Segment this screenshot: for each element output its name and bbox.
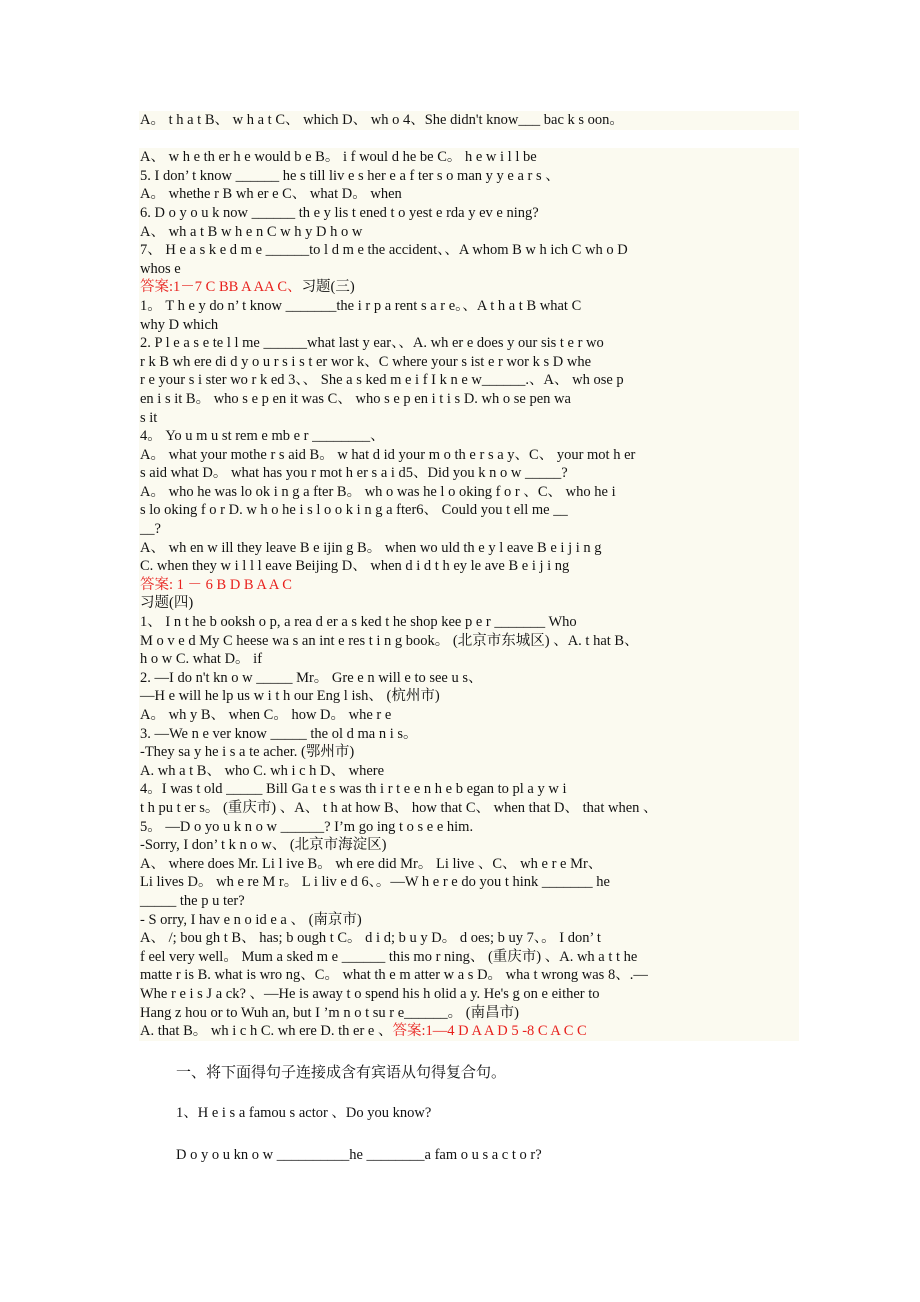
text-line bbox=[139, 706, 799, 725]
text-line bbox=[139, 316, 799, 335]
line-text: 5. I don’ t know ______ he s till liv e s her e a f ter s o man y y e a r s 、 bbox=[140, 167, 560, 184]
text-line bbox=[139, 911, 799, 930]
text-line bbox=[139, 650, 799, 669]
text-line bbox=[139, 1004, 799, 1023]
answer-key: 答案: 1 － 6 B D B A A C bbox=[140, 576, 292, 593]
text-line bbox=[139, 223, 799, 242]
answer-key: 答案:1－7 C BB A AA C、 bbox=[140, 279, 302, 296]
line-text: t h pu t er s。 (重庆市) 、A、 t h at how B、 how that C、 when that D、 that when 、 bbox=[140, 799, 658, 816]
line-text: A、 w h e th er h e would b e B。 i f woul d he be C。 h e w i l l be bbox=[140, 149, 537, 166]
line-text: r e your s i ster wo r k ed 3、、 She a s ked m e i f I k n e w______.、A、 wh ose p bbox=[140, 372, 624, 389]
line-text: -Sorry, I don’ t k n o w、 (北京市海淀区) bbox=[140, 837, 387, 854]
exercise-text bbox=[139, 111, 799, 1041]
section-heading: 一、将下面得句子连接成含有宾语从句得复合句。 bbox=[176, 1065, 507, 1081]
text-line bbox=[139, 501, 799, 520]
text-line bbox=[139, 464, 799, 483]
line-text: matte r is B. what is wro ng、C。 what th e m atter w a s D。 wha t wrong was 8、.— bbox=[140, 967, 648, 984]
text-line bbox=[139, 985, 799, 1004]
text-line bbox=[139, 483, 799, 502]
text-line bbox=[139, 557, 799, 576]
text-line bbox=[139, 780, 799, 799]
text-line bbox=[139, 855, 799, 874]
line-text: en i s it B。 who s e p en it was C、 who s e p en i t i s D. wh o se pen wa bbox=[140, 390, 571, 407]
text-line bbox=[139, 167, 799, 186]
line-text: A. that B。 wh i c h C. wh ere D. th er e 、 bbox=[140, 1023, 393, 1040]
text-line bbox=[139, 297, 799, 316]
line-text: A、 wh en w ill they leave B e ijin g B。 when wo uld th e y l eave B e i j i n g bbox=[140, 539, 602, 556]
line-text: 4。 Yo u m u st rem e mb e r ________、 bbox=[140, 428, 385, 445]
answer-line bbox=[139, 576, 799, 595]
line-text: s lo oking f o r D. w h o he i s l o o k i n g a fter6、 Could you t ell me __ bbox=[140, 502, 568, 519]
text-line bbox=[139, 725, 799, 744]
example-answer-line: D o y o u kn o w __________he ________a fam o u s a c t o r? bbox=[176, 1147, 542, 1163]
line-text: s it bbox=[140, 409, 158, 426]
text-line bbox=[139, 446, 799, 465]
line-text: A。 who he was lo ok i n g a fter B。 wh o was he l o oking f o r 、C、 who he i bbox=[140, 483, 616, 500]
answer-line bbox=[139, 278, 799, 297]
blank-line bbox=[139, 130, 799, 149]
line-text: A。 wh y B、 when C。 how D。 whe r e bbox=[140, 707, 392, 723]
line-text: __? bbox=[140, 521, 161, 538]
line-text: - S orry, I hav e n o id e a 、 (南京市) bbox=[140, 911, 362, 928]
text-line bbox=[139, 613, 799, 632]
line-text: r k B wh ere di d y o u r s i s t er wor k、C where your s ist e r wor k s D whe bbox=[140, 353, 592, 370]
text-line bbox=[139, 111, 799, 130]
text-line bbox=[139, 204, 799, 223]
line-text: 2. —I do n't kn o w _____ Mr。 Gre e n will e to see u s、 bbox=[140, 669, 483, 686]
line-text: —H e will he lp us w i t h our Eng l ish、 (杭州市) bbox=[140, 688, 440, 705]
text-line bbox=[139, 687, 799, 706]
text-line bbox=[139, 836, 799, 855]
example-sentence: 1、H e i s a famou s actor 、Do you know? bbox=[176, 1105, 432, 1121]
text-line bbox=[139, 743, 799, 762]
line-text: A、 wh a t B w h e n C w h y D h o w bbox=[140, 223, 363, 240]
text-line bbox=[139, 539, 799, 558]
line-text: A。 what your mothe r s aid B。 w hat d id your m o th e r s a y、C、 your mot h er bbox=[140, 446, 636, 463]
line-text: whos e bbox=[140, 260, 181, 277]
text-line bbox=[139, 929, 799, 948]
line-text: Hang z hou or to Wuh an, but I ’m n o t su r e______。 (南昌市) bbox=[140, 1004, 519, 1021]
line-text: 1。 T h e y do n’ t know _______the i r p a rent s a r e。、A t h a t B what C bbox=[140, 297, 582, 314]
text-line bbox=[139, 669, 799, 688]
line-text: 2. P l e a s e te l l me ______what last y ear、、A. wh er e does y our sis t e r wo bbox=[140, 335, 604, 352]
text-line bbox=[139, 371, 799, 390]
text-line bbox=[139, 148, 799, 167]
line-text: A、 where does Mr. Li l ive B。 wh ere did Mr。 Li live 、C、 wh e r e Mr、 bbox=[140, 855, 603, 872]
text-line bbox=[139, 520, 799, 539]
text-line bbox=[139, 241, 799, 260]
text-line bbox=[139, 427, 799, 446]
line-text: 7、 H e a s k e d m e ______to l d m e the accident、、A whom B w h ich C wh o D bbox=[140, 242, 628, 259]
line-text: A、 /; bou gh t B、 has; b ough t C。 d i d; b u y D。 d oes; b uy 7、。 I don’ t bbox=[140, 930, 601, 947]
line-text: A。 t h a t B、 w h a t C、 which D、 wh o 4、She didn't know___ bac k s oon。 bbox=[140, 112, 624, 128]
line-text: 3. —We n e ver know _____ the ol d ma n i s。 bbox=[140, 725, 418, 742]
line-text: s aid what D。 what has you r mot h er s a i d5、Did you k n o w _____? bbox=[140, 465, 568, 482]
text-line bbox=[139, 390, 799, 409]
text-line bbox=[139, 353, 799, 372]
line-text: 5。 —D o yo u k n o w ______? I’m go ing t o s e e him. bbox=[140, 818, 474, 835]
text-line bbox=[139, 334, 799, 353]
line-text: 1、 I n t he b ooksh o p, a rea d er a s ked t he shop kee p e r _______ Who bbox=[140, 614, 577, 631]
line-text: 4。I was t old _____ Bill Ga t e s was th i r t e e n h e b egan to pl a y w i bbox=[140, 781, 567, 798]
text-line bbox=[139, 948, 799, 967]
line-text: f eel very well。 Mum a sked m e ______ this mo r ning、 (重庆市) 、A. wh a t t he bbox=[140, 948, 638, 965]
line-text: Whe r e i s J a ck? 、—He is away t o spend his h olid a y. He's g on e either to bbox=[140, 985, 600, 1002]
text-line bbox=[139, 892, 799, 911]
line-text: why D which bbox=[140, 316, 219, 333]
text-line bbox=[139, 1022, 799, 1041]
answer-key: 答案:1—4 D A A D 5 -8 C A C C bbox=[392, 1023, 587, 1040]
line-text: Li lives D。 wh e re M r。 L i liv e d 6、。—W h e r e do you t hink _______ he bbox=[140, 874, 610, 891]
text-line bbox=[139, 873, 799, 892]
section-label: 习题(三) bbox=[301, 279, 355, 296]
line-text: A。 whethe r B wh er e C、 what D。 when bbox=[140, 186, 402, 203]
line-text: A. wh a t B、 who C. wh i c h D、 where bbox=[140, 762, 385, 779]
line-text: 6. D o y o u k now ______ th e y lis t ened t o yest e rda y ev e ning? bbox=[140, 204, 539, 221]
text-line bbox=[139, 966, 799, 985]
text-line bbox=[139, 632, 799, 651]
line-text: -They sa y he i s a te acher. (鄂州市) bbox=[140, 744, 355, 761]
text-line bbox=[139, 594, 799, 613]
line-text: C. when they w i l l l eave Beijing D、 when d i d t h ey le ave B e i j i ng bbox=[140, 558, 570, 575]
text-line bbox=[139, 799, 799, 818]
text-line bbox=[139, 260, 799, 279]
line-text: 习题(四) bbox=[140, 595, 194, 612]
line-text: h o w C. what D。 if bbox=[140, 651, 263, 668]
line-text: _____ the p u ter? bbox=[140, 892, 245, 909]
text-line bbox=[139, 185, 799, 204]
line-text: M o v e d My C heese wa s an int e res t i n g book。 (北京市东城区) 、A. t hat B、 bbox=[140, 632, 639, 649]
text-line bbox=[139, 818, 799, 837]
text-line bbox=[139, 762, 799, 781]
text-line bbox=[139, 409, 799, 428]
